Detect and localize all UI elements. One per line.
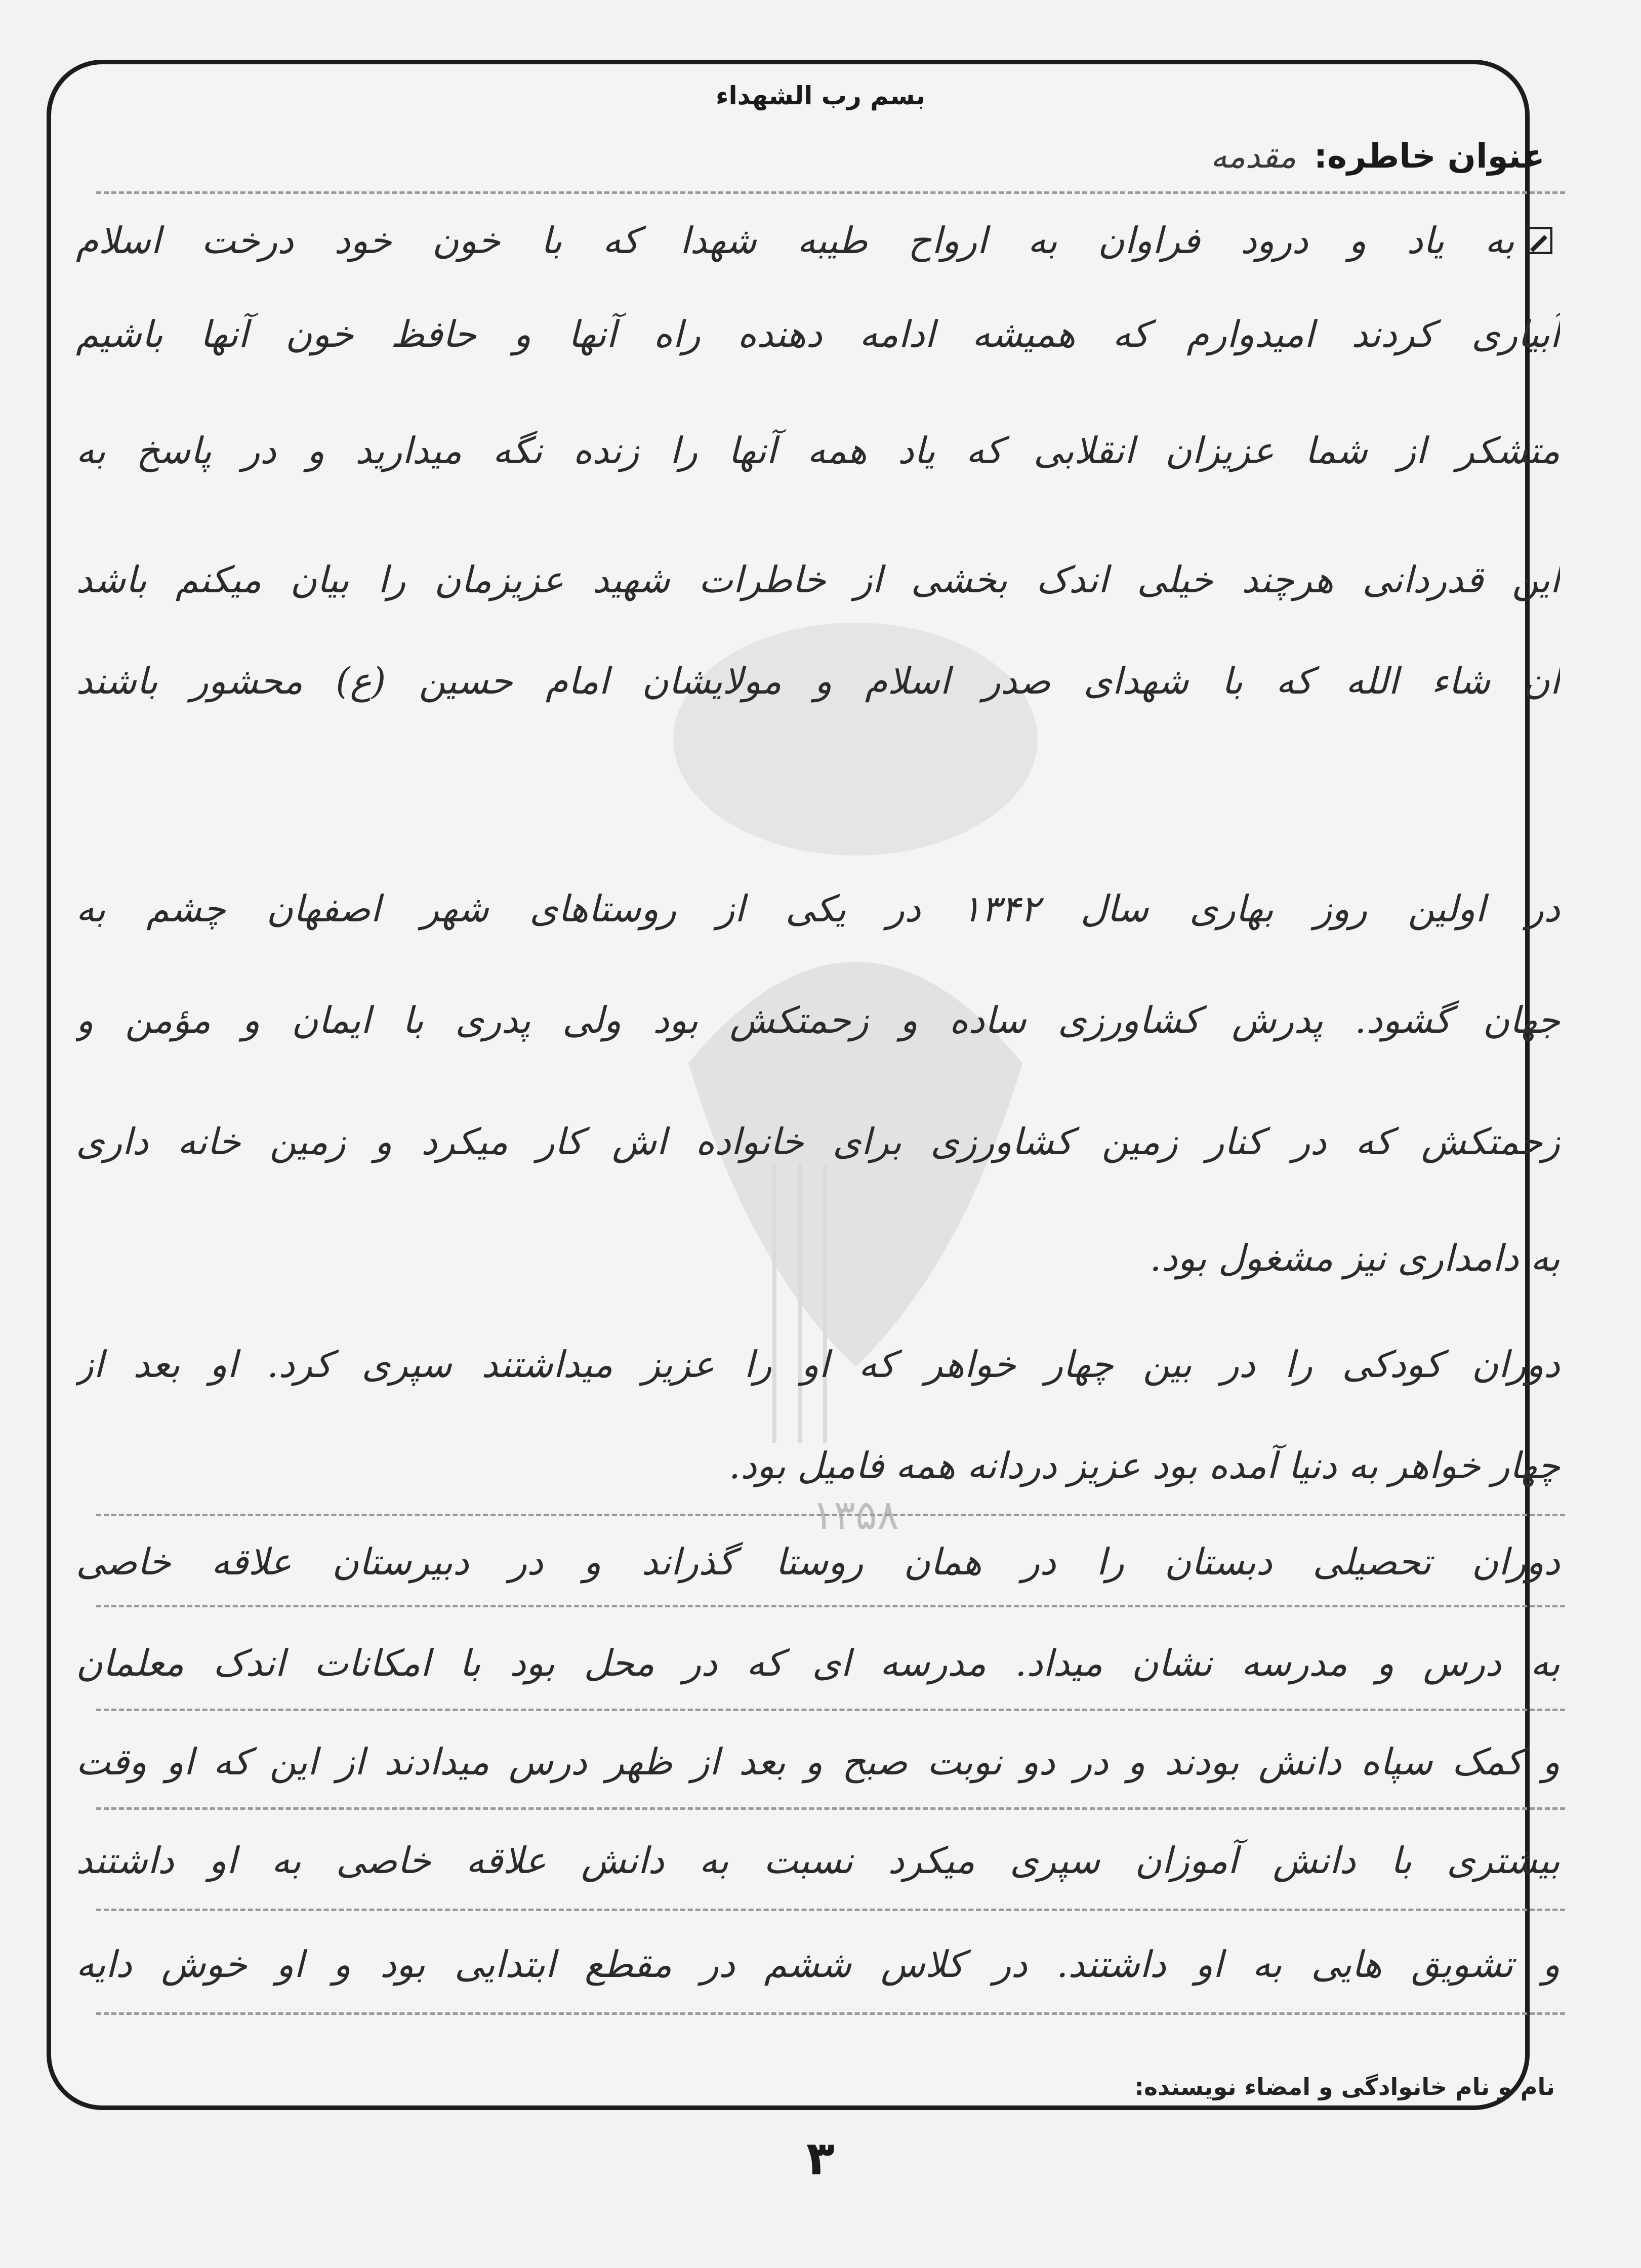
- handwritten-line: زحمتکش که در کنار زمین کشاورزی برای خانواده اش کار میکرد و زمین خانه داری: [76, 1120, 1560, 1163]
- signature-label: نام و نام خانوادگی و امضاء نویسنده:: [1134, 2073, 1555, 2100]
- line-rule: [96, 1514, 1565, 1516]
- handwritten-line: ان شاء الله که با شهدای صدر اسلام و مولایشان امام حسین (ع) محشور باشند: [76, 660, 1560, 702]
- pen-icon: [1525, 227, 1552, 254]
- line-rule: [96, 1605, 1565, 1607]
- title-rule: [96, 191, 1565, 194]
- handwritten-line: جهان گشود. پدرش کشاورزی ساده و زحمتکش بود ولی پدری با ایمان و مؤمن و: [76, 999, 1560, 1041]
- line-rule: [96, 1807, 1565, 1810]
- handwritten-line: در اولین روز بهاری سال ۱۳۴۲ در یکی از روستاهای شهر اصفهان چشم به: [76, 887, 1560, 930]
- line-rule: [96, 2012, 1565, 2015]
- handwritten-line: بیشتری با دانش آموزان سپری میکرد نسبت به دانش علاقه خاصی به او داشتند: [76, 1839, 1560, 1882]
- handwritten-line: و تشویق هایی به او داشتند. در کلاس ششم در مقطع ابتدایی بود و او خوش دایه: [76, 1943, 1560, 1986]
- bismillah-heading: بسم رب الشهداء: [715, 81, 926, 110]
- handwritten-line: به یاد و درود فراوان به ارواح طیبه شهدا که با خون خود درخت اسلام: [76, 219, 1514, 262]
- line-rule: [96, 1909, 1565, 1911]
- memoir-title-label: عنوان خاطره:: [1314, 137, 1545, 176]
- handwritten-line: به درس و مدرسه نشان میداد. مدرسه ای که در محل بود با امکانات اندک معلمان: [76, 1642, 1560, 1684]
- handwritten-line: به دامداری نیز مشغول بود.: [1150, 1237, 1560, 1279]
- watermark-year: ۱۳۵۸: [812, 1491, 899, 1538]
- watermark-emblem: [648, 608, 1063, 1569]
- handwritten-line: آبیاری کردند امیدوارم که همیشه ادامه دهنده راه آنها و حافظ خون آنها باشیم: [76, 313, 1560, 355]
- handwritten-line: متشکر از شما عزیزان انقلابی که یاد همه آنها را زنده نگه میدارید و در پاسخ به: [76, 429, 1560, 472]
- handwritten-line: این قدردانی هرچند خیلی اندک بخشی از خاطرات شهید عزیزمان را بیان میکنم باشد: [76, 558, 1560, 601]
- handwritten-line: و کمک سپاه دانش بودند و در دو نوبت صبح و بعد از ظهر درس میدادند از این که او وقت: [76, 1740, 1560, 1783]
- memoir-title-row: [1211, 137, 1545, 176]
- line-rule: [96, 1709, 1565, 1711]
- memoir-title-value: مقدمه: [1210, 138, 1296, 176]
- handwritten-line: چهار خواهر به دنیا آمده بود عزیز دردانه همه فامیل بود.: [728, 1444, 1560, 1487]
- handwritten-line: دوران کودکی را در بین چهار خواهر که او را عزیز میداشتند سپری کرد. او بعد از: [76, 1343, 1560, 1386]
- handwritten-line: دوران تحصیلی دبستان را در همان روستا گذراند و در دبیرستان علاقه خاصی: [76, 1541, 1560, 1583]
- page-number: ۳: [806, 2131, 835, 2185]
